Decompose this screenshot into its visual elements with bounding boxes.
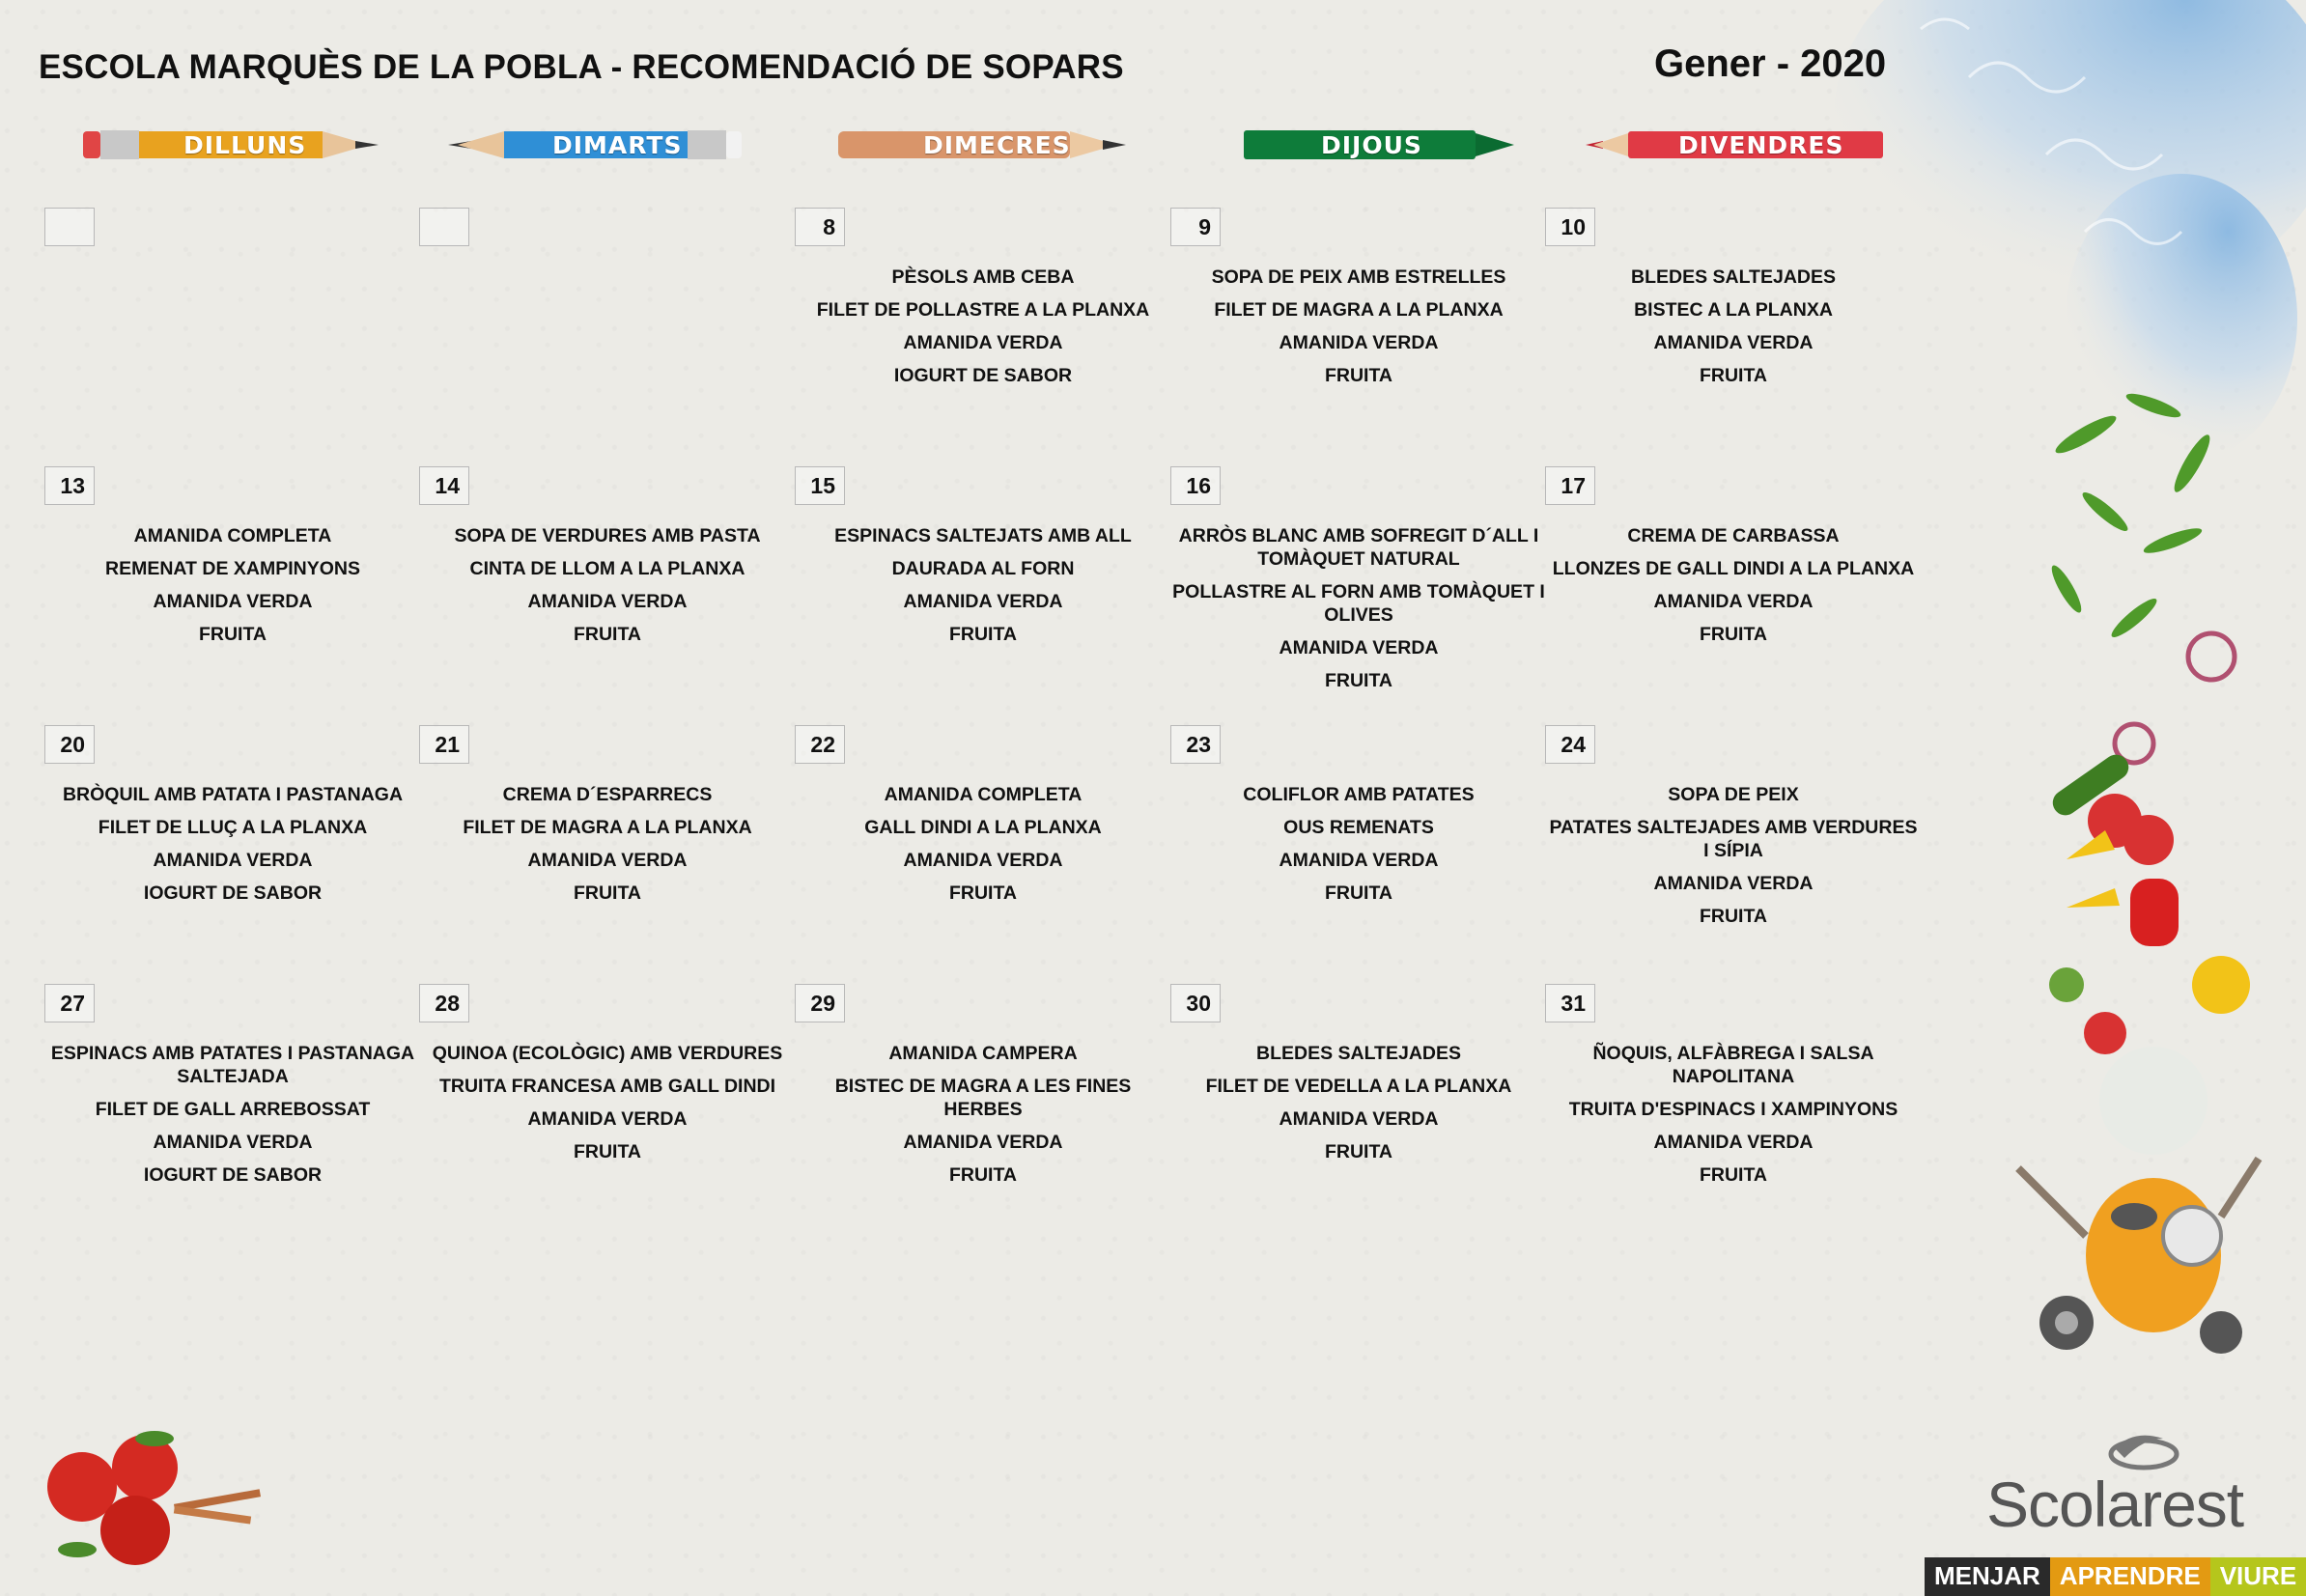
day-number: 24 <box>1545 725 1595 764</box>
weekday-label: DILLUNS <box>183 131 307 159</box>
dish: AMANIDA VERDA <box>153 850 313 871</box>
day-number: 20 <box>44 725 95 764</box>
dish-list <box>795 783 1171 914</box>
tagline-menjar: MENJAR <box>1925 1557 2050 1596</box>
day-number: 22 <box>795 725 845 764</box>
day-number: 13 <box>44 466 95 505</box>
weekday-header-dimecres <box>836 126 1145 164</box>
weekday-label: DIMARTS <box>552 131 683 159</box>
dish: AMANIDA VERDA <box>1279 637 1439 658</box>
dish: FRUITA <box>1699 1164 1768 1186</box>
dish: AMANIDA VERDA <box>903 850 1063 871</box>
dish-list <box>1545 783 1922 938</box>
day-number: 15 <box>795 466 845 505</box>
dish: AMANIDA VERDA <box>1279 1108 1439 1130</box>
dish: AMANIDA COMPLETA <box>133 525 332 546</box>
day-number: 23 <box>1170 725 1221 764</box>
tagline-aprendre: APRENDRE <box>2050 1557 2210 1596</box>
dish: AMANIDA VERDA <box>153 591 313 612</box>
day-number: 16 <box>1170 466 1221 505</box>
dish: FILET DE GALL ARREBOSSAT <box>95 1099 371 1120</box>
dish: SOPA DE VERDURES AMB PASTA <box>454 525 761 546</box>
dish-list <box>795 266 1171 397</box>
dish: AMANIDA VERDA <box>527 850 688 871</box>
dish: FRUITA <box>1699 906 1768 927</box>
dish: AMANIDA VERDA <box>1653 873 1814 894</box>
dish: IOGURT DE SABOR <box>893 365 1073 386</box>
dish: PATATES SALTEJADES AMB VERDURES I SÍPIA <box>1549 817 1918 861</box>
dish: SOPA DE PEIX <box>1668 784 1799 805</box>
day-number <box>419 208 469 246</box>
dish: COLIFLOR AMB PATATES <box>1243 784 1475 805</box>
dish: BISTEC A LA PLANXA <box>1634 299 1833 321</box>
weekday-header-dimarts <box>442 126 751 164</box>
brand-tagline <box>1925 1557 2306 1596</box>
tagline-viure: VIURE <box>2210 1557 2306 1596</box>
dish: POLLASTRE AL FORN AMB TOMÀQUET I OLIVES <box>1172 581 1545 626</box>
dish: AMANIDA VERDA <box>1279 850 1439 871</box>
dish: IOGURT DE SABOR <box>143 882 323 904</box>
dish: FRUITA <box>948 1164 1018 1186</box>
dish: DAURADA AL FORN <box>891 558 1075 579</box>
dish-list <box>795 524 1171 656</box>
dish: FRUITA <box>573 624 642 645</box>
dish: FILET DE LLUÇ A LA PLANXA <box>98 817 368 838</box>
dish: AMANIDA VERDA <box>1653 591 1814 612</box>
dish: FRUITA <box>198 624 267 645</box>
dish: AMANIDA VERDA <box>903 332 1063 353</box>
page-title: ESCOLA MARQUÈS DE LA POBLA - RECOMENDACIÓ DE SOPARS <box>39 48 1124 86</box>
day-number: 14 <box>419 466 469 505</box>
dish-list <box>44 1042 421 1196</box>
dish-list <box>1170 783 1547 914</box>
dish-list <box>1545 266 1922 397</box>
day-number: 9 <box>1170 208 1221 246</box>
dish: TRUITA FRANCESA AMB GALL DINDI <box>438 1076 776 1097</box>
dish: PÈSOLS AMB CEBA <box>891 266 1075 288</box>
dish: FILET DE POLLASTRE A LA PLANXA <box>816 299 1150 321</box>
dish: AMANIDA VERDA <box>1653 1132 1814 1153</box>
dish: AMANIDA COMPLETA <box>884 784 1083 805</box>
day-number: 10 <box>1545 208 1595 246</box>
dish: AMANIDA VERDA <box>153 1132 313 1153</box>
dish: QUINOA (ECOLÒGIC) AMB VERDURES <box>432 1043 783 1064</box>
brand-name: Scolarest <box>1986 1469 2244 1540</box>
dish: FRUITA <box>948 624 1018 645</box>
dish: REMENAT DE XAMPINYONS <box>105 558 360 579</box>
dish-list <box>44 783 421 914</box>
dish-list <box>419 1042 796 1173</box>
vegetables-decoration <box>2028 367 2259 1410</box>
dish-list <box>1170 266 1547 397</box>
day-number: 31 <box>1545 984 1595 1022</box>
dish-list <box>795 1042 1171 1196</box>
dish: FRUITA <box>1324 670 1393 691</box>
dish: FRUITA <box>1699 624 1768 645</box>
dish: FRUITA <box>1324 365 1393 386</box>
day-number: 30 <box>1170 984 1221 1022</box>
day-number: 27 <box>44 984 95 1022</box>
dish: AMANIDA VERDA <box>1653 332 1814 353</box>
dish: FRUITA <box>948 882 1018 904</box>
weekday-header-dilluns <box>79 126 388 164</box>
day-number: 8 <box>795 208 845 246</box>
dish: FILET DE MAGRA A LA PLANXA <box>1214 299 1504 321</box>
dish: AMANIDA VERDA <box>1279 332 1439 353</box>
dish-list <box>44 524 421 656</box>
dish: ESPINACS AMB PATATES I PASTANAGA SALTEJADA <box>50 1043 415 1087</box>
dish-list <box>419 783 796 914</box>
dish: AMANIDA VERDA <box>527 1108 688 1130</box>
dish: ÑOQUIS, ALFÀBREGA I SALSA NAPOLITANA <box>1592 1043 1874 1087</box>
dish: GALL DINDI A LA PLANXA <box>864 817 1102 838</box>
dish: BLEDES SALTEJADES <box>1255 1043 1461 1064</box>
tomatoes-decoration <box>39 1429 270 1574</box>
dish: FRUITA <box>573 882 642 904</box>
weekday-label: DIJOUS <box>1321 131 1422 159</box>
dish: CREMA D´ESPARRECS <box>502 784 713 805</box>
weekday-label: DIVENDRES <box>1678 131 1844 159</box>
day-number: 21 <box>419 725 469 764</box>
dish: FILET DE MAGRA A LA PLANXA <box>463 817 752 838</box>
dish: ARRÒS BLANC AMB SOFREGIT D´ALL I TOMÀQUET NATURAL <box>1178 525 1539 570</box>
weekday-label: DIMECRES <box>923 131 1071 159</box>
day-number: 17 <box>1545 466 1595 505</box>
day-number: 28 <box>419 984 469 1022</box>
dish-list <box>1170 524 1547 702</box>
dish: AMANIDA VERDA <box>527 591 688 612</box>
dish: BRÒQUIL AMB PATATA I PASTANAGA <box>62 784 404 805</box>
dish: AMANIDA VERDA <box>903 1132 1063 1153</box>
dish: FRUITA <box>1324 882 1393 904</box>
dish: ESPINACS SALTEJATS AMB ALL <box>834 525 1132 546</box>
dish: BLEDES SALTEJADES <box>1630 266 1836 288</box>
dish: TRUITA D'ESPINACS I XAMPINYONS <box>1568 1099 1898 1120</box>
dish: SOPA DE PEIX AMB ESTRELLES <box>1211 266 1506 288</box>
dish: FRUITA <box>1699 365 1768 386</box>
dish-list <box>1545 524 1922 656</box>
weekday-header-dijous <box>1242 126 1551 164</box>
dish: CREMA DE CARBASSA <box>1627 525 1840 546</box>
dish: AMANIDA CAMPERA <box>888 1043 1078 1064</box>
dish: BISTEC DE MAGRA A LES FINES HERBES <box>834 1076 1132 1120</box>
dish: FRUITA <box>573 1141 642 1162</box>
dish: IOGURT DE SABOR <box>143 1164 323 1186</box>
dish: LLONZES DE GALL DINDI A LA PLANXA <box>1552 558 1915 579</box>
dish-list <box>1170 1042 1547 1173</box>
weekday-header-divendres <box>1584 126 1893 164</box>
dish: OUS REMENATS <box>1283 817 1434 838</box>
dish-list <box>1545 1042 1922 1196</box>
month-label: Gener - 2020 <box>1654 42 1887 85</box>
day-number <box>44 208 95 246</box>
dish: FILET DE VEDELLA A LA PLANXA <box>1205 1076 1512 1097</box>
dish-list <box>419 524 796 656</box>
dish: CINTA DE LLOM A LA PLANXA <box>469 558 745 579</box>
dish: FRUITA <box>1324 1141 1393 1162</box>
day-number: 29 <box>795 984 845 1022</box>
dish: AMANIDA VERDA <box>903 591 1063 612</box>
